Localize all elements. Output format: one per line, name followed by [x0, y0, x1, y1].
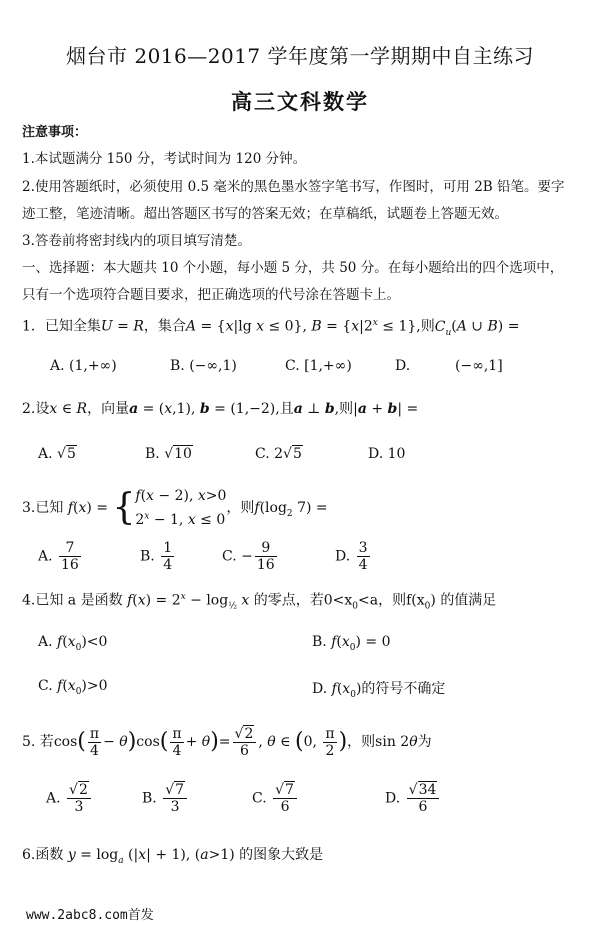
- q2-option-b: B. √10: [145, 446, 192, 462]
- q3-option-b: B. $\frac{1}{4}$: [140, 540, 173, 573]
- q2-option-c: C. 2√5: [255, 446, 302, 462]
- q3-option-a: A. $\frac{7}{16}$: [38, 540, 79, 573]
- footer-source: www.2abc8.com首发: [26, 908, 154, 923]
- question-3: 3.已知 f(x) = {f(x − 2), x>0 $2^x - 1$, x ≤ 0，则$f(\log_2$ 7) =: [22, 487, 328, 528]
- q2-option-d: D. 10: [368, 446, 406, 462]
- question-6: 6.函数 $y = \log_a (|x| + 1)$, (a>1) 的图象大致是: [22, 847, 324, 866]
- question-5: 5. 若cos( $\frac{\pi}{4}$ − θ)cos( $\frac{\pi}{4}$ + θ)= $\frac{√2}{6}$ , θ ∈ (0, $\frac{\pi}{2}$ )，则sin 2θ为: [22, 725, 432, 759]
- q2-option-a: A. √5: [38, 446, 76, 462]
- notice-heading: 注意事项：: [22, 125, 88, 140]
- notice-item-1: 1.本试题满分 150 分，考试时间为 120 分钟。: [22, 151, 307, 167]
- notice-item-3: 3.答卷前将密封线内的项目填写清楚。: [22, 233, 251, 249]
- q4-option-d: D. $f(x_0)$的符号不确定: [312, 681, 446, 700]
- q5-option-d: D. $\frac{√34}{6}$: [385, 782, 441, 815]
- q4-option-a: A. $f(x_0)<0$: [38, 634, 108, 653]
- q5-option-b: B. $\frac{√7}{3}$: [142, 782, 189, 815]
- exam-subtitle: 高三文科数学: [231, 89, 369, 114]
- q3-option-d: D. $\frac{3}{4}$: [335, 540, 368, 573]
- exam-title: 烟台市 2016—2017 学年度第一学期期中自主练习: [65, 44, 534, 68]
- q1-option-a: A. (1,+∞): [50, 358, 117, 374]
- question-4: 4.已知 a 是函数 $f(x) = 2^x - \log_{\frac{1}{2}} x$ 的零点，若$0<x_0<a$，则$f(x_0)$ 的值满足: [22, 592, 497, 612]
- q1-option-d-value: (−∞,1]: [455, 358, 503, 374]
- section-instructions-1: 一、选择题：本大题共 10 个小题，每小题 5 分，共 50 分。在每小题给出的四个选项中，: [22, 260, 564, 276]
- notice-item-2-cont: 迹工整，笔迹清晰。超出答题区书写的答案无效；在草稿纸，试题卷上答题无效。: [22, 206, 508, 222]
- q1-option-d: D.: [395, 358, 411, 374]
- q5-option-a: A. $\frac{√2}{3}$: [46, 782, 93, 815]
- question-2: 2.设x ∈ R，向量a = (x,1), b = (1,−2),且a ⊥ b,则|a + b| =: [22, 401, 419, 417]
- q4-option-c: C. $f(x_0)>0$: [38, 678, 108, 697]
- notice-item-2: 2.使用答题纸时，必须使用 0.5 毫米的黑色墨水签字笔书写，作图时，可用 2B 铅笔。要字: [22, 179, 565, 195]
- q5-option-c: C. $\frac{√7}{6}$: [252, 782, 299, 815]
- section-instructions-2: 只有一个选项符合题目要求，把正确选项的代号涂在答题卡上。: [22, 287, 400, 303]
- question-1: 1．已知全集U = R，集合A = {x|lg x ≤ 0}, $B = \{x|2^x \le 1\}$,则$C_u(A$ ∪ B) =: [22, 318, 520, 338]
- q1-option-c: C. [1,+∞): [285, 358, 352, 374]
- q3-option-c: C. − $\frac{9}{16}$: [222, 540, 275, 573]
- q1-option-b: B. (−∞,1): [170, 358, 237, 374]
- q4-option-b: B. $f(x_0) = 0$: [312, 634, 391, 653]
